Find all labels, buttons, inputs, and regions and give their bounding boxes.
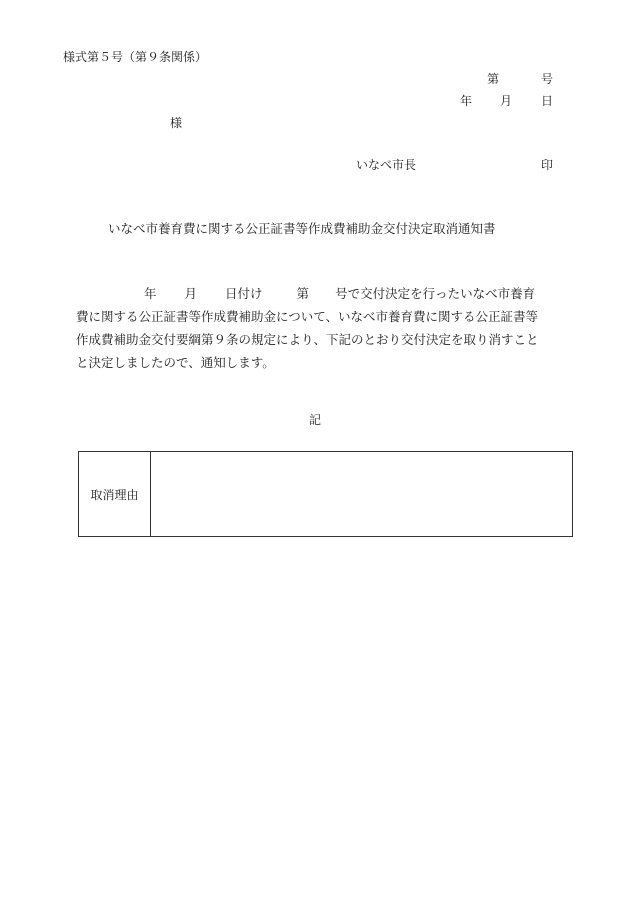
record-heading: 記: [309, 413, 322, 427]
document-title: いなべ市養育費に関する公正証書等作成費補助金交付決定取消通知書: [108, 221, 496, 236]
body-year-label: 年: [144, 286, 157, 301]
body-line-1-text: 号で交付決定を行ったいなべ市養育: [335, 286, 536, 301]
body-line-2: 費に関する公正証書等作成費補助金について、いなべ市養育費に関する公正証書等: [76, 309, 539, 324]
date-year-label: 年: [460, 94, 473, 108]
body-line-1: [76, 282, 570, 305]
number-suffix: 号: [541, 72, 554, 86]
reason-label: 取消理由: [79, 452, 151, 537]
date-month-label: 月: [500, 94, 513, 108]
date-day-label: 日: [541, 94, 554, 108]
body-paragraph: [76, 282, 570, 374]
body-line-4: と決定しましたので、通知します。: [76, 355, 275, 370]
issuer-name: いなべ市長: [356, 158, 417, 172]
body-number-prefix: 第: [296, 286, 310, 301]
addressee-suffix: 様: [170, 116, 183, 130]
reason-value: [151, 452, 573, 537]
cancellation-reason-table: [78, 451, 573, 537]
body-month-label: 月: [184, 286, 198, 301]
body-line-3: 作成費補助金交付要綱第９条の規定により、下記のとおり交付決定を取り消すこと: [76, 332, 539, 347]
seal-mark: 印: [541, 158, 554, 172]
number-prefix: 第: [487, 72, 500, 86]
form-number: 様式第５号（第９条関係）: [63, 50, 208, 64]
body-day-label: 日付け: [225, 286, 263, 301]
